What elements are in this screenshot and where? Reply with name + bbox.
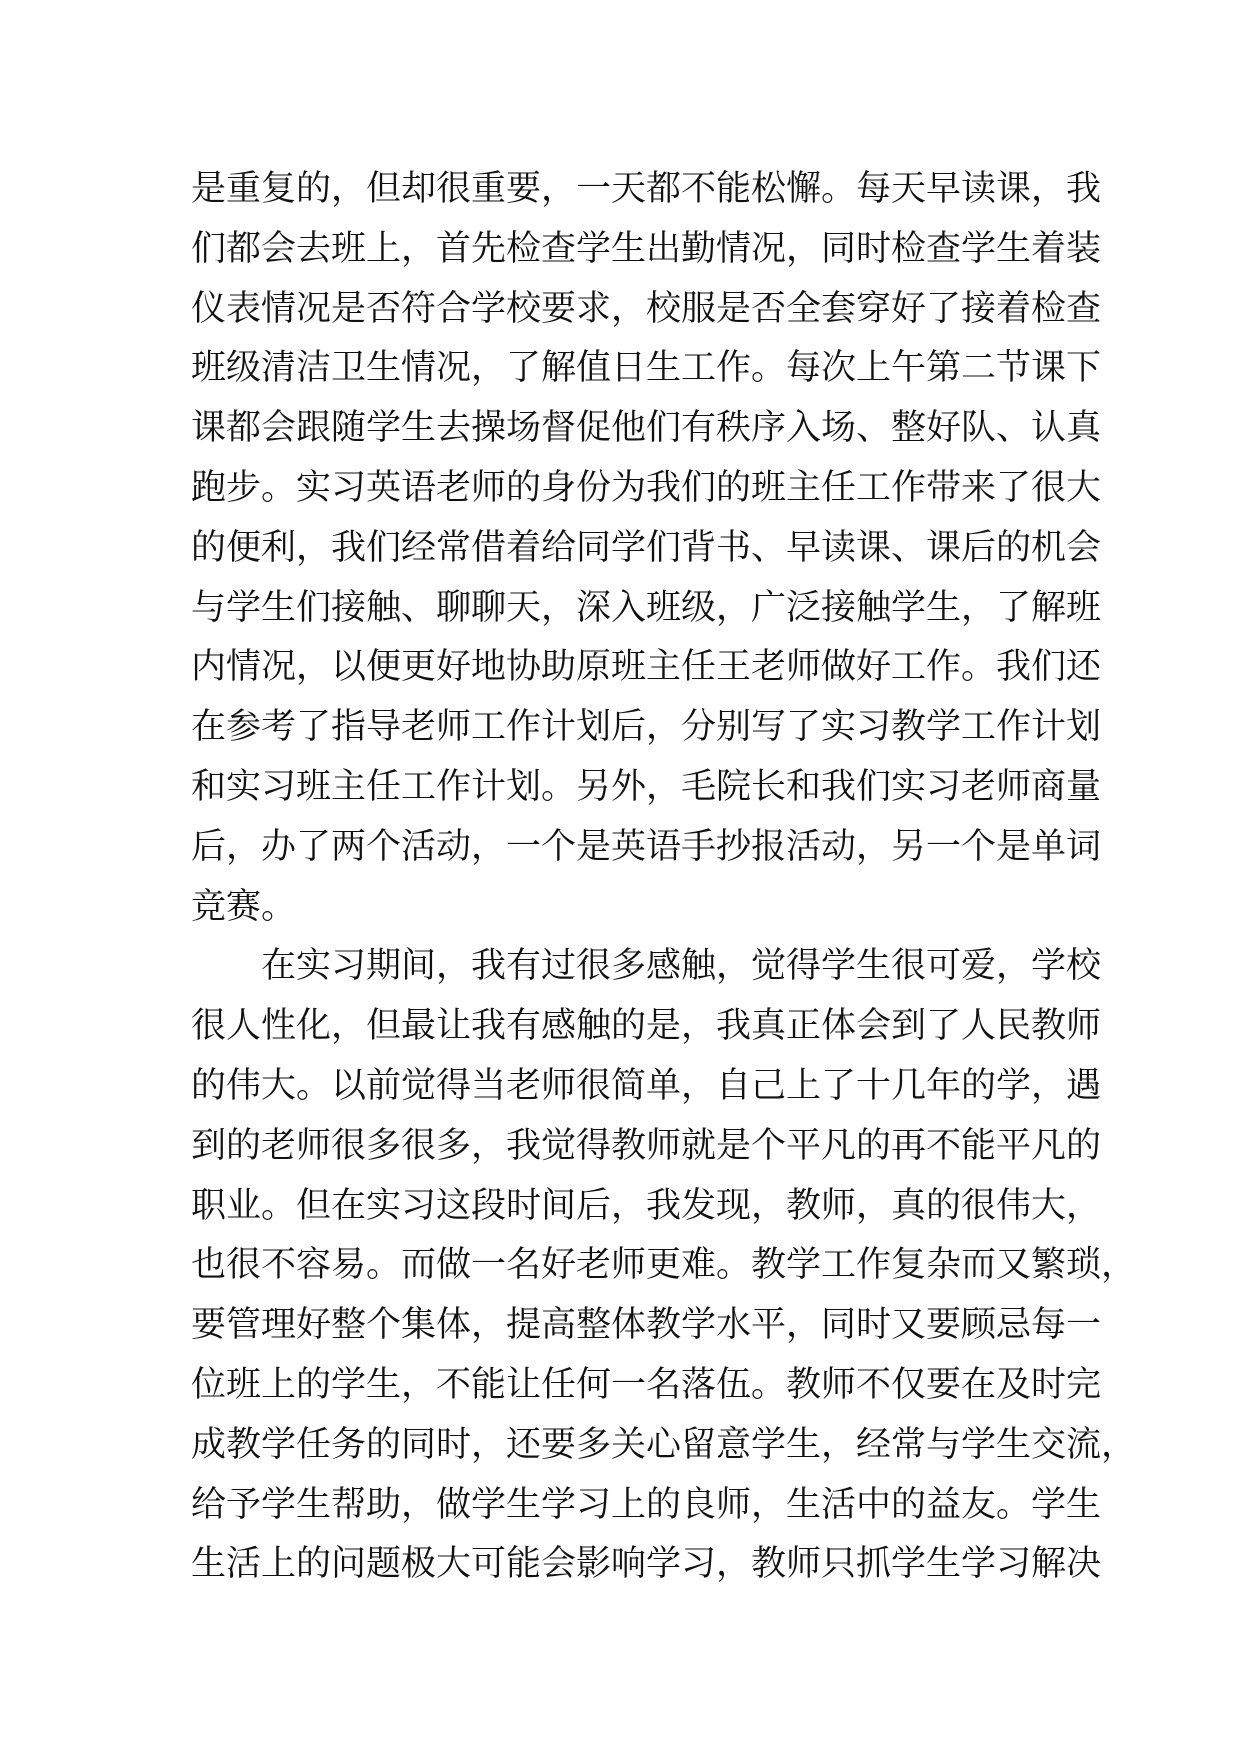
text-line: 班级清洁卫生情况，了解值日生工作。每次上午第二节课下	[191, 348, 1102, 389]
text-line: 到的老师很多很多，我觉得教师就是个平凡的再不能平凡的	[191, 1125, 1102, 1166]
paragraph-2	[191, 937, 1137, 1595]
text-line: 也很不容易。而做一名好老师更难。教学工作复杂而又繁琐，	[191, 1245, 1137, 1286]
text-line: 仪表情况是否符合学校要求，校服是否全套穿好了接着检查	[191, 288, 1102, 329]
text-line: 给予学生帮助，做学生学习上的良师，生活中的益友。学生	[191, 1484, 1102, 1525]
paragraph-1	[191, 160, 1102, 937]
body-text	[191, 160, 1137, 1595]
text-line: 是重复的，但却很重要，一天都不能松懈。每天早读课，我	[191, 169, 1102, 209]
text-line: 生活上的问题极大可能会影响学习，教师只抓学生学习解决	[191, 1544, 1102, 1585]
text-line: 们都会去班上，首先检查学生出勤情况，同时检查学生着装	[191, 228, 1102, 269]
text-line: 要管理好整个集体，提高整体教学水平，同时又要顾忌每一	[191, 1305, 1102, 1346]
text-line: 与学生们接触、聊聊天，深入班级，广泛接触学生，了解班	[191, 587, 1102, 628]
text-line: 职业。但在实习这段时间后，我发现，教师，真的很伟大，	[191, 1185, 1102, 1226]
text-line: 在参考了指导老师工作计划后，分别写了实习教学工作计划	[191, 707, 1102, 748]
text-line: 课都会跟随学生去操场督促他们有秩序入场、整好队、认真	[191, 408, 1102, 449]
text-line: 跑步。实习英语老师的身份为我们的班主任工作带来了很大	[191, 467, 1102, 508]
text-line: 内情况，以便更好地协助原班主任王老师做好工作。我们还	[191, 647, 1102, 688]
text-line: 在实习期间，我有过很多感触，觉得学生很可爱，学校	[261, 946, 1102, 987]
text-line: 后，办了两个活动，一个是英语手抄报活动，另一个是单词	[191, 826, 1102, 867]
text-line: 成教学任务的同时，还要多关心留意学生，经常与学生交流，	[191, 1424, 1137, 1465]
text-line: 位班上的学生，不能让任何一名落伍。教师不仅要在及时完	[191, 1364, 1102, 1405]
text-line: 竞赛。	[191, 886, 297, 927]
text-line: 很人性化，但最让我有感触的是，我真正体会到了人民教师	[191, 1006, 1102, 1047]
text-line: 和实习班主任工作计划。另外，毛院长和我们实习老师商量	[191, 766, 1102, 807]
text-line: 的伟大。以前觉得当老师很简单，自己上了十几年的学，遇	[191, 1065, 1102, 1106]
text-line: 的便利，我们经常借着给同学们背书、早读课、课后的机会	[191, 527, 1102, 568]
